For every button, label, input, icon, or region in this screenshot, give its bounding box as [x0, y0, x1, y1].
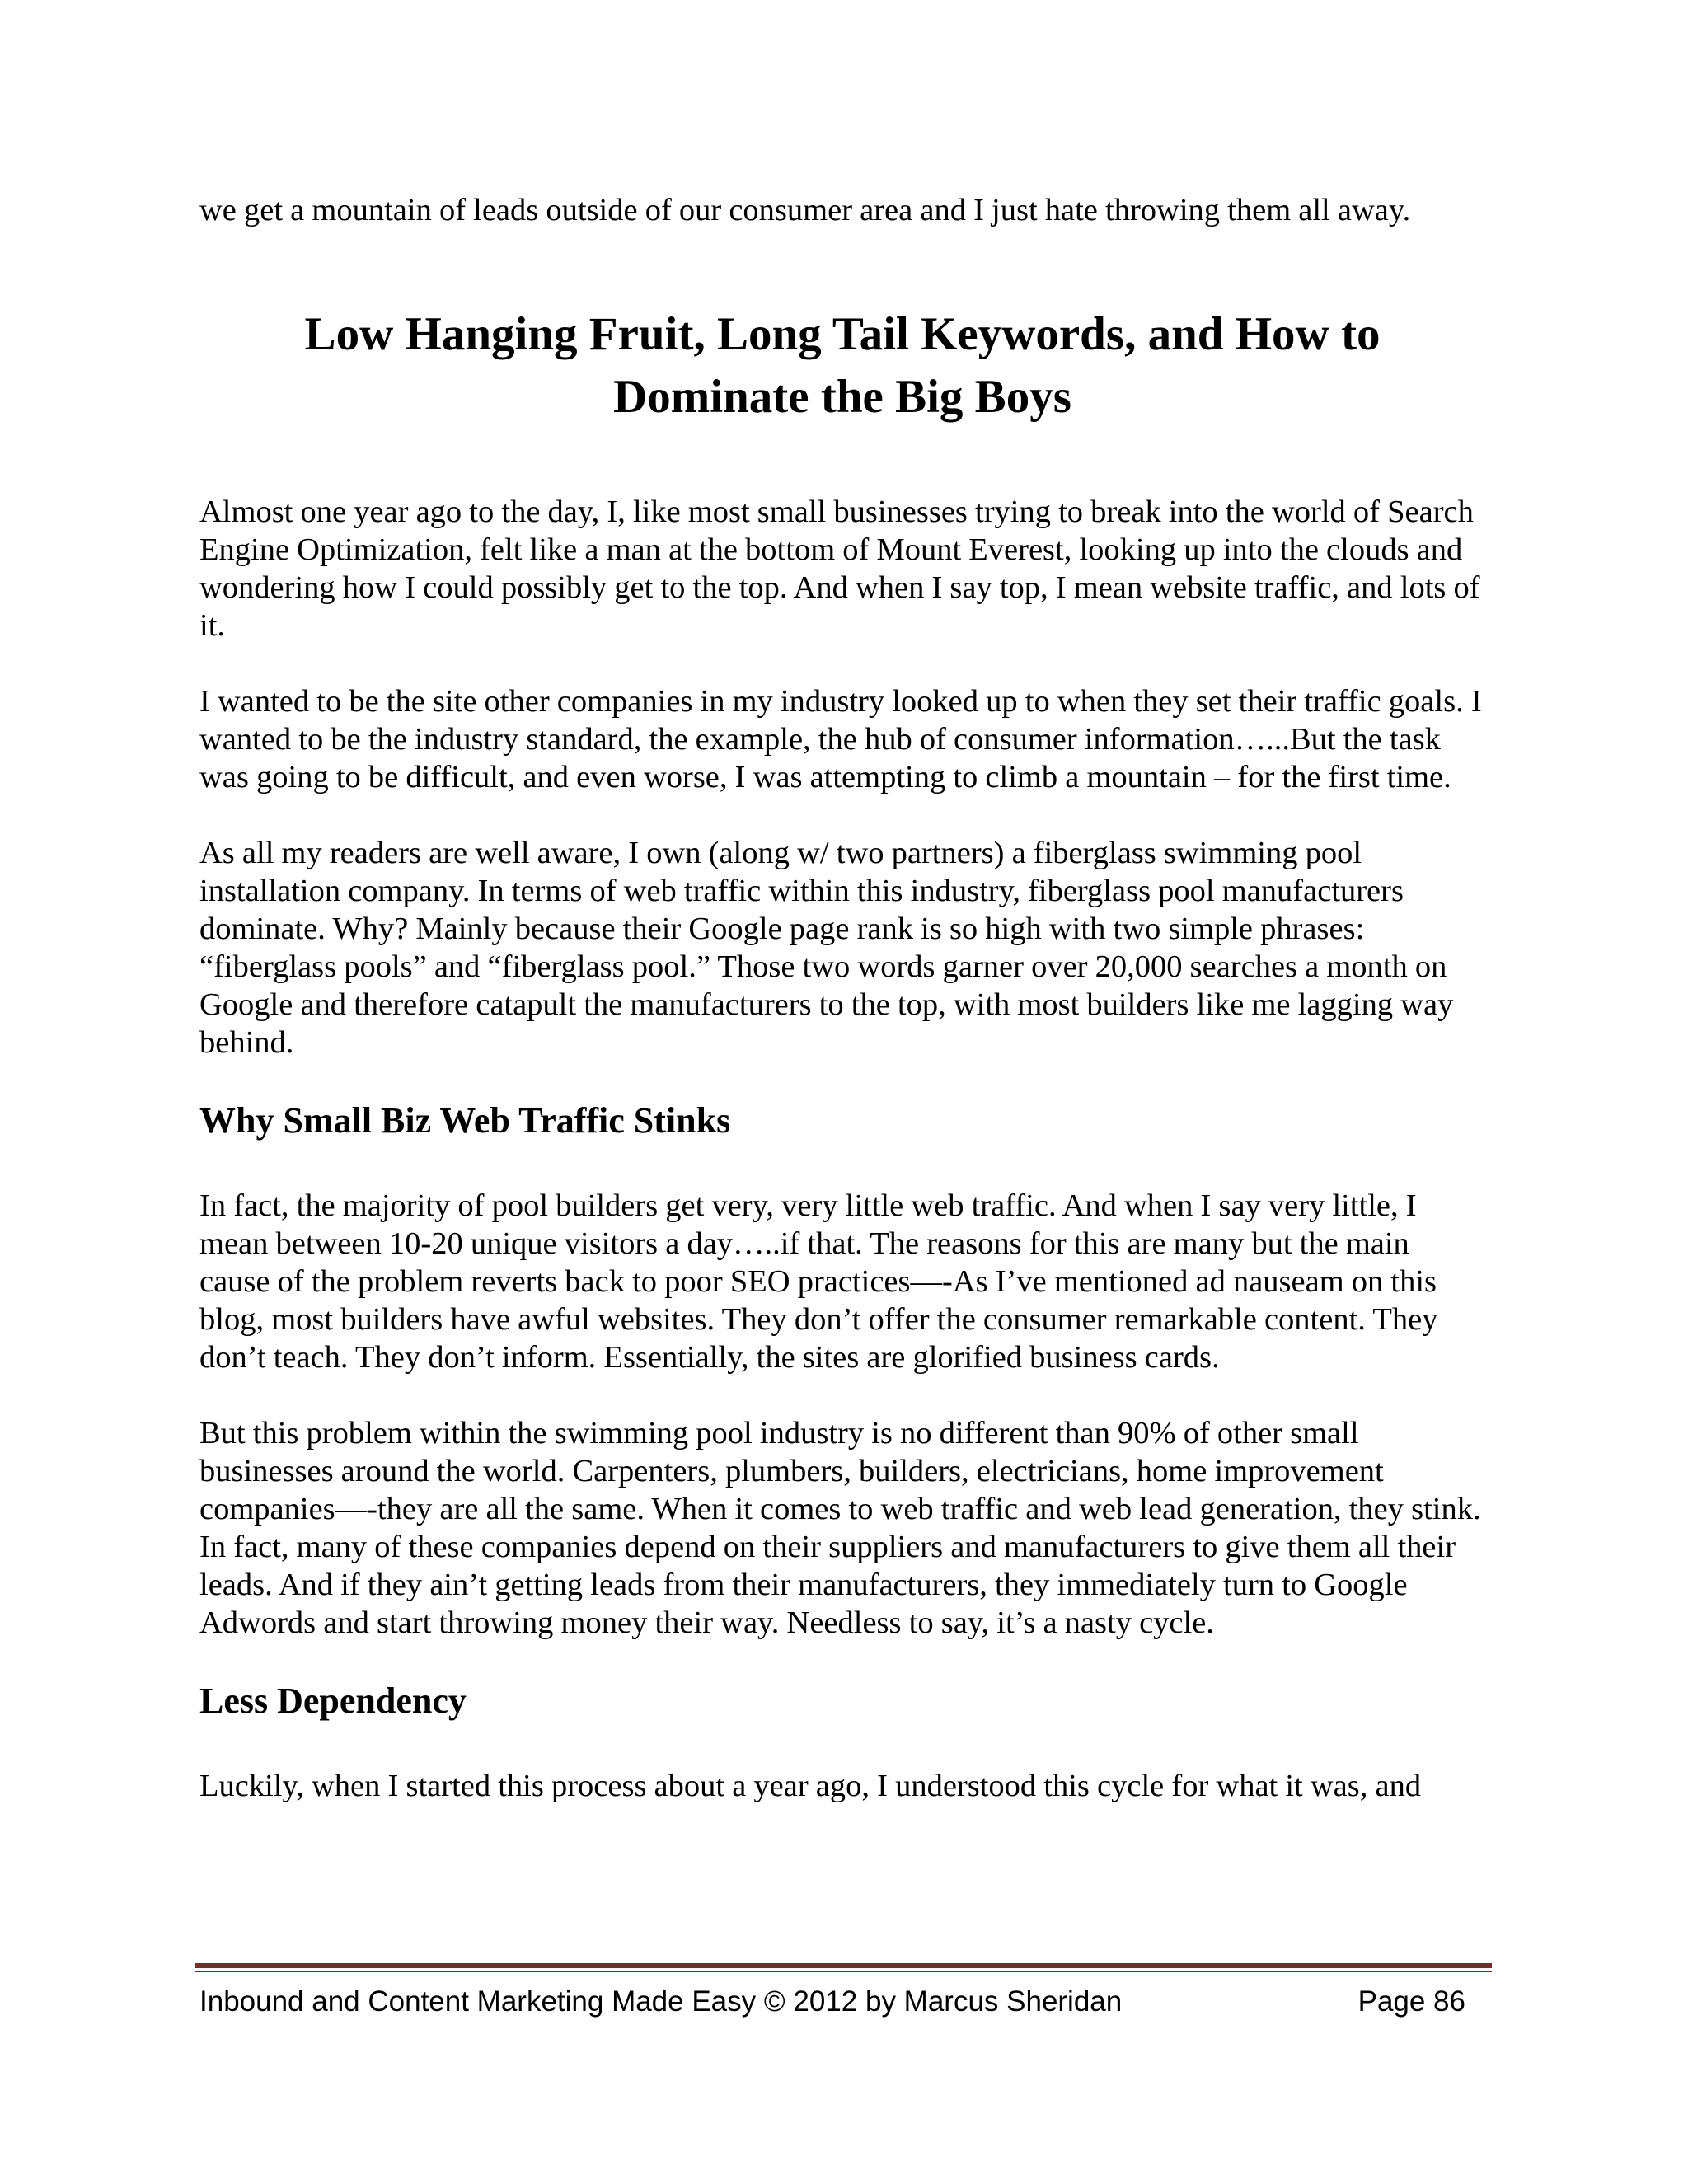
- paragraph-2: I wanted to be the site other companies in my industry looked up to when they set their traffic goals. I wanted to be the industry standard, the example, the hub of consumer information…...But the task was going to be difficult, and even worse, I was attempting to climb a mountain – for the first time.: [199, 684, 1482, 794]
- paragraph-3: As all my readers are well aware, I own (along w/ two partners) a fiberglass swimming pool installation company. In terms of web traffic within this industry, fiberglass pool manufacturers dominate. Why? Mainly because their Google page rank is so high with two simple phrases: “fiberglass pools” and “fiberglass pool.” Those two words garner over 20,000 searches a month on Google and therefore catapult the manufacturers to the top, with most builders like me lagging way behind.: [199, 836, 1454, 1060]
- page-content: [199, 191, 1485, 1843]
- paragraph-1: Almost one year ago to the day, I, like most small businesses trying to break into the world of Search Engine Optimization, felt like a man at the bottom of Mount Everest, looking up into the clouds and wondering how I could possibly get to the top. And when I say top, I mean website traffic, and lots of it.: [199, 494, 1480, 643]
- paragraph-6: Luckily, when I started this process about a year ago, I understood this cycle for what it was, and: [199, 1769, 1422, 1803]
- section-heading-less-dependency: Less Dependency: [199, 1680, 467, 1721]
- paragraph-4: In fact, the majority of pool builders get very, very little web traffic. And when I say very little, I mean between 10-20 unique visitors a day…..if that. The reasons for this are many but the main cause of the problem reverts back to poor SEO practices—-As I’ve mentioned ad nauseam on this blog, most builders have awful websites. They don’t offer the consumer remarkable content. They don’t teach. They don’t inform. Essentially, the sites are glorified business cards.: [199, 1188, 1438, 1375]
- footer-divider-thick: [195, 1963, 1492, 1968]
- page-footer: [199, 1981, 1465, 2022]
- footer-divider: [195, 1963, 1492, 1975]
- chapter-title-line-1: Low Hanging Fruit, Long Tail Keywords, and How to: [304, 308, 1381, 360]
- chapter-title: [199, 303, 1485, 429]
- paragraph-5: But this problem within the swimming pool industry is no different than 90% of other small businesses around the world. Carpenters, plumbers, builders, electricians, home improvement companies—-they are all the same. When it comes to web traffic and web lead generation, they stink. In fact, many of these companies depend on their suppliers and manufacturers to give them all their leads. And if they ain’t getting leads from their manufacturers, they immediately turn to Google Adwords and start throwing money their way. Needless to say, it’s a nasty cycle.: [199, 1416, 1481, 1640]
- footer-divider-thin: [195, 1971, 1492, 1972]
- page-number: Page 86: [1357, 1985, 1465, 2018]
- chapter-title-line-2: Dominate the Big Boys: [613, 371, 1071, 423]
- continued-paragraph: we get a mountain of leads outside of our consumer area and I just hate throwing them all away.: [199, 193, 1411, 227]
- section-heading-small-biz: Why Small Biz Web Traffic Stinks: [199, 1100, 731, 1141]
- footer-title: Inbound and Content Marketing Made Easy © 2012 by Marcus Sheridan: [199, 1985, 1123, 2018]
